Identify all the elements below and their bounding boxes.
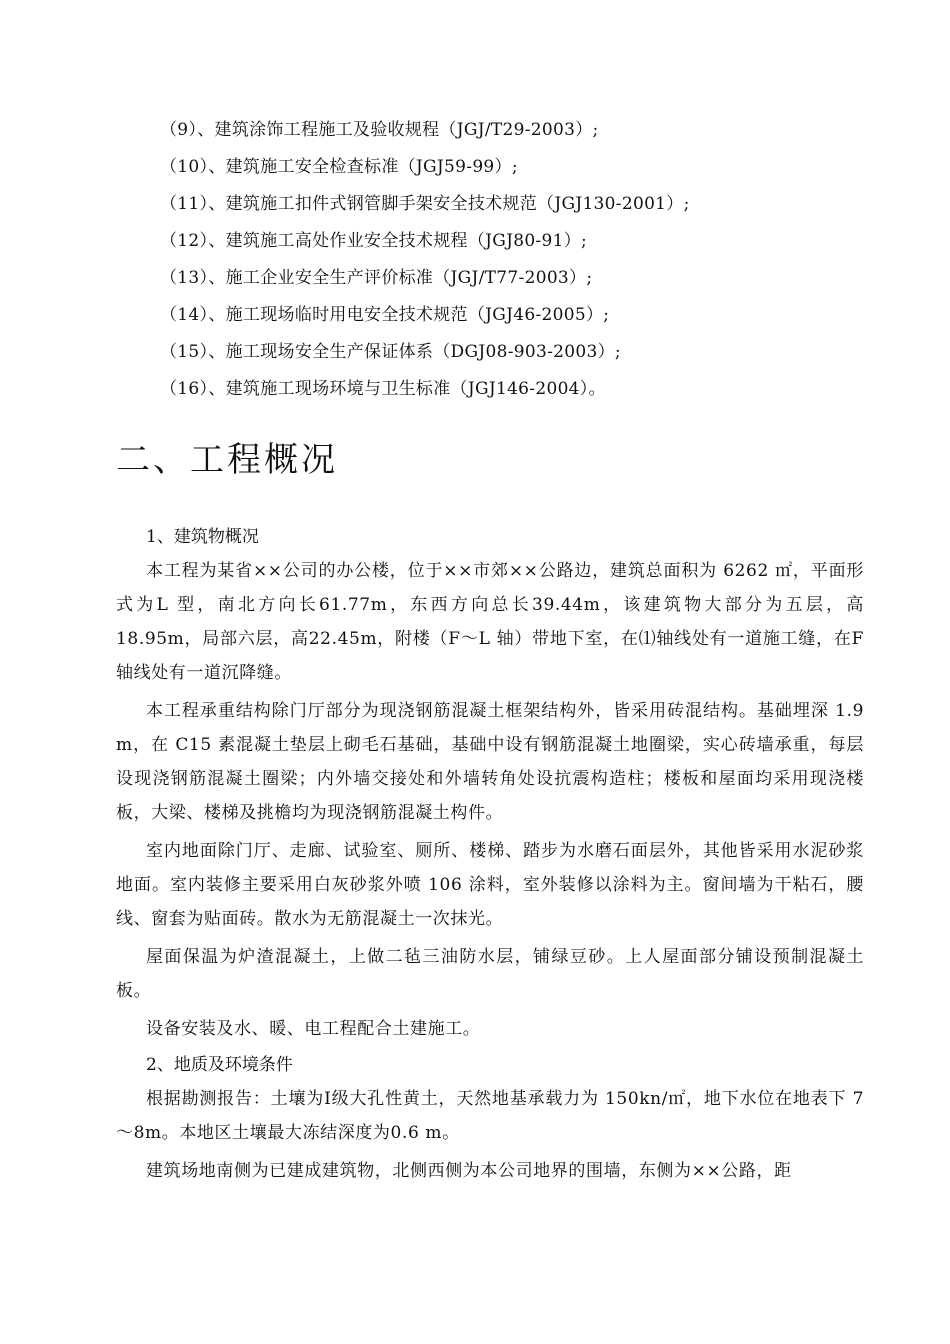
list-item: （9）、建筑涂饰工程施工及验收规程（JGJ/T29-2003）; <box>160 120 599 140</box>
list-item: （11）、建筑施工扣件式钢管脚手架安全技术规范（JGJ130-2001）; <box>160 194 690 214</box>
list-item: （10）、建筑施工安全检查标准（JGJ59-99）; <box>160 157 518 177</box>
paragraph-site-surroundings: 建筑场地南侧为已建成建筑物，北侧西侧为本公司地界的围墙，东侧为××公路，距 <box>146 1161 792 1181</box>
list-item: （13）、施工企业安全生产评价标准（JGJ/T77-2003）; <box>160 268 593 288</box>
section-body <box>116 520 864 1192</box>
section-title: 二、工程概况 <box>116 440 338 480</box>
reference-standards-list <box>160 112 880 408</box>
paragraph-finishes: 室内地面除门厅、走廊、试验室、厕所、楼梯、踏步为水磨石面层外，其他皆采用水泥砂浆地面。室内装修主要采用白灰砂浆外喷 106 涂料，室外装修以涂料为主。窗间墙为干粘石，腰线、窗套为贴面砖。散水为无筋混凝土一次抹光。 <box>116 841 864 929</box>
paragraph-roof: 屋面保温为炉渣混凝土，上做二毡三油防水层，铺绿豆砂。上人屋面部分铺设预制混凝土板。 <box>116 947 864 1001</box>
list-item: （16）、建筑施工现场环境与卫生标准（JGJ146-2004）。 <box>160 379 606 399</box>
paragraph-equipment: 设备安装及水、暖、电工程配合土建施工。 <box>146 1019 481 1039</box>
paragraph-building-overview: 本工程为某省××公司的办公楼，位于××市郊××公路边，建筑总面积为 6262 ㎡，平面形式为L 型，南北方向长61.77m，东西方向总长39.44m，该建筑物大部分为五层，高 18.95m，局部六层，高22.45m，附楼（F～L 轴）带地下室，在⑴轴线处有一道施工缝，在F 轴线处有一道沉降缝。 <box>116 561 864 683</box>
subsection-heading-building: 1、建筑物概况 <box>146 527 259 547</box>
list-item: （12）、建筑施工高处作业安全技术规程（JGJ80-91）; <box>160 231 588 251</box>
paragraph-structure: 本工程承重结构除门厅部分为现浇钢筋混凝土框架结构外，皆采用砖混结构。基础埋深 1.9 m，在 C15 素混凝土垫层上砌毛石基础，基础中设有钢筋混凝土地圈梁，实心砖墙承重，每层设现浇钢筋混凝土圈梁；内外墙交接处和外墙转角处设抗震构造柱；楼板和屋面均采用现浇楼板，大梁、楼梯及挑檐均为现浇钢筋混凝土构件。 <box>116 701 864 823</box>
list-item: （15）、施工现场安全生产保证体系（DGJ08-903-2003）; <box>160 342 621 362</box>
subsection-heading-geology: 2、地质及环境条件 <box>146 1055 293 1075</box>
paragraph-soil-report: 根据勘测报告：土壤为Ⅰ级大孔性黄土，天然地基承载力为 150kn/㎡，地下水位在地表下 7～8m。本地区土壤最大冻结深度为0.6 m。 <box>116 1089 864 1143</box>
list-item: （14）、施工现场临时用电安全技术规范（JGJ46-2005）; <box>160 305 610 325</box>
